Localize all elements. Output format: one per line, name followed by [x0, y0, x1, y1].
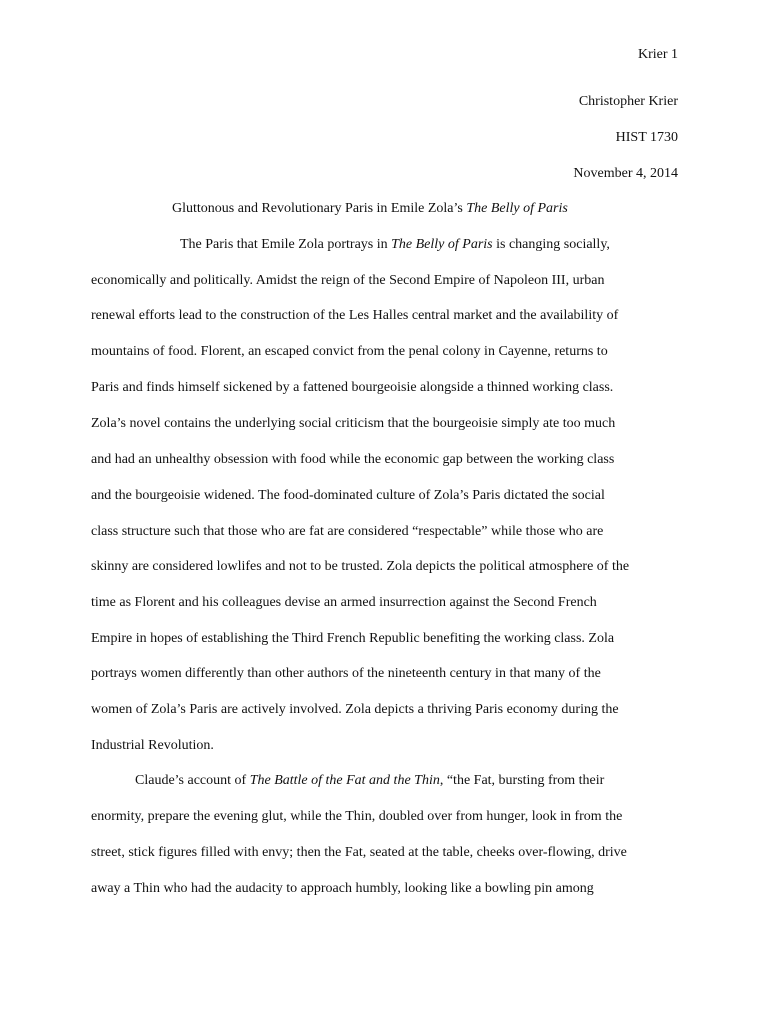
paragraph-line: [135, 772, 604, 790]
paragraph-line: and the bourgeoisie widened. The food-dominated culture of Zola’s Paris dictated the social: [91, 488, 605, 503]
paragraph-line: Zola’s novel contains the underlying social criticism that the bourgeoisie simply ate too much: [91, 416, 616, 431]
paragraph-line: time as Florent and his colleagues devise an armed insurrection against the Second French: [91, 595, 597, 610]
paper-title: [172, 200, 568, 218]
work-title-italic: The Battle of the Fat and the Thin: [249, 773, 440, 788]
paragraph-line: skinny are considered lowlifes and not to be trusted. Zola depicts the political atmosphere of the: [91, 559, 630, 574]
paragraph-line: mountains of food. Florent, an escaped convict from the penal colony in Cayenne, returns to: [91, 344, 608, 359]
paragraph-line: [180, 236, 610, 254]
author-name: Christopher Krier: [578, 94, 678, 109]
paper-title-book: The Belly of Paris: [466, 201, 568, 216]
paragraph-line: renewal efforts lead to the construction of the Les Halles central market and the availability of: [91, 308, 619, 323]
text-run: The Paris that Emile Zola portrays in: [180, 237, 392, 252]
paragraph-line: enormity, prepare the evening glut, while the Thin, doubled over from hunger, look in from the: [91, 809, 623, 824]
paragraph-line: portrays women differently than other authors of the nineteenth century in that many of the: [91, 666, 601, 681]
paragraph-line: away a Thin who had the audacity to approach humbly, looking like a bowling pin among: [91, 881, 594, 896]
book-title-italic: The Belly of Paris: [391, 237, 493, 252]
paragraph-line: street, stick figures filled with envy; then the Fat, seated at the table, cheeks over-flowing, drive: [91, 845, 627, 860]
text-run: Claude’s account of: [135, 773, 250, 788]
paragraph-line: Paris and finds himself sickened by a fattened bourgeoisie alongside a thinned working class.: [91, 380, 614, 395]
paragraph-line: Empire in hopes of establishing the Third French Republic benefiting the working class. Zola: [91, 631, 615, 646]
paragraph-line: women of Zola’s Paris are actively involved. Zola depicts a thriving Paris economy during the: [91, 702, 619, 717]
paper-date: November 4, 2014: [573, 166, 678, 181]
paragraph-line: Industrial Revolution.: [91, 738, 214, 753]
paragraph-line: and had an unhealthy obsession with food while the economic gap between the working class: [91, 452, 615, 467]
running-head: Krier 1: [637, 47, 678, 62]
paragraph-line: class structure such that those who are fat are considered “respectable” while those who are: [91, 524, 604, 539]
course-number: HIST 1730: [615, 130, 678, 145]
paper-title-text: Gluttonous and Revolutionary Paris in Emile Zola’s: [172, 201, 467, 216]
text-run: is changing socially,: [492, 237, 610, 252]
text-run: , “the Fat, bursting from their: [439, 773, 605, 788]
paragraph-line: economically and politically. Amidst the reign of the Second Empire of Napoleon III, urban: [91, 273, 605, 288]
